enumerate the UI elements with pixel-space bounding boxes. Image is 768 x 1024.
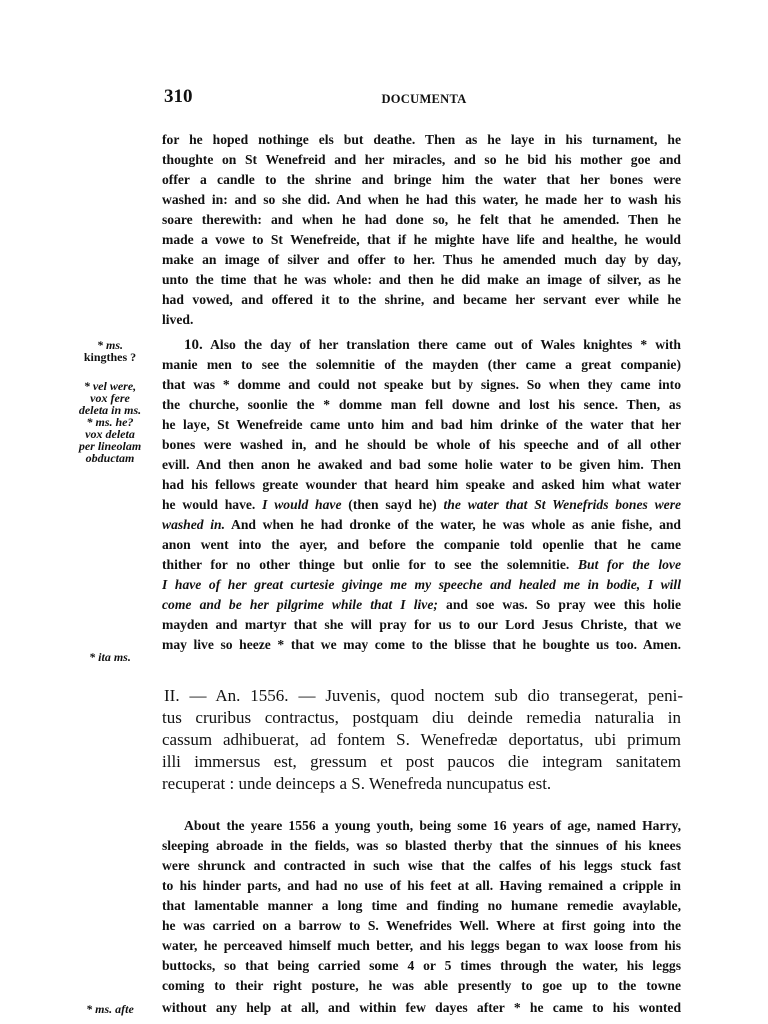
text-span: (then sayd he)	[341, 497, 444, 512]
summary-line: recuperat : unde deinceps a S. Wenefreda nuncupatus est.	[162, 774, 552, 793]
text-line: mayden and martyr that she will pray for us to our Lord Jesus Christe, that we	[162, 617, 681, 632]
text-line: that was * domme and could not speake but by signes. So when they came into	[162, 377, 681, 392]
text-span: and soe was. So pray wee this holie	[437, 597, 681, 612]
margin-note	[68, 1003, 152, 1015]
text-line: About the yeare 1556 a young youth, being some 16 years of age, named Harry,	[184, 818, 681, 833]
summary-line: cassum adhibuerat, ad fontem S. Wenefredæ deportatus, ubi primum	[162, 730, 681, 749]
note-text: * ms. he?	[86, 415, 134, 429]
text-line	[162, 515, 681, 535]
italic-span: washed in.	[162, 517, 226, 532]
summary-line: II. — An. 1556. — Juvenis, quod noctem sub dio transegerat, peni-	[164, 686, 683, 705]
margin-note	[68, 651, 152, 663]
note-text: kingthes ?	[83, 350, 137, 364]
italic-span: the water that St Wenefrids bones were	[443, 497, 681, 512]
text-line	[162, 495, 681, 515]
text-span: Also the day of her translation there came out of Wales knightes * with	[210, 337, 681, 352]
text-line	[162, 555, 681, 575]
note-text: * ms.	[96, 338, 123, 352]
text-line: the churche, soonlie the * domme man fell downe and lost his sence. Then, as	[162, 397, 681, 412]
text-line: anon went into the ayer, and before the companie told openlie that he came	[162, 537, 681, 552]
text-span: he would have.	[162, 497, 263, 512]
page-header	[164, 86, 684, 116]
running-title: DOCUMENTA	[381, 92, 467, 106]
margin-note	[68, 380, 152, 464]
text-line: bones were washed in, and he should be whole of his speeche and of all other	[162, 437, 681, 452]
note-text: * ms. afte	[86, 1002, 134, 1016]
text-line: soare therewith: and when he had done so, he felt that he amended. Then he	[162, 212, 681, 227]
paragraph-10-first-line	[184, 335, 681, 355]
note-text: * vel were,	[83, 379, 137, 393]
note-text: vox deleta	[85, 427, 135, 441]
note-text: vox fere	[90, 391, 130, 405]
text-line: make an image of silver and offer to her. Thus he amended much day by day,	[162, 252, 681, 267]
text-span: thither for no other thinge but onlie for to see the solemnitie.	[162, 557, 578, 572]
text-line	[162, 595, 681, 615]
text-line: that lamentable manner a long time and finding no humane remedie avaylable,	[162, 898, 681, 913]
page-number: 310	[164, 86, 193, 107]
text-line	[162, 575, 681, 595]
italic-span: I would have	[262, 497, 342, 512]
text-line: buttocks, so that being carried some 4 or 5 times through the water, his leggs	[162, 958, 681, 973]
text-line: he was carried on a barrow to S. Wenefrides Well. Where at first going into the	[162, 918, 681, 933]
text-line: evill. And then anon he awaked and bad some holie water to be given him. Then	[162, 457, 681, 472]
text-line: he laye, St Wenefreide came unto him and bad him drinke of the water that her	[162, 417, 681, 432]
text-line: washed in: and so she did. And when he had this water, he made her to wash his	[162, 192, 681, 207]
text-line: lived.	[162, 312, 194, 327]
summary-line: illi immersus est, gressum et post paucos die integram sanitatem	[162, 752, 681, 771]
section-number: 10.	[184, 337, 203, 353]
text-line: manie men to see the solemnitie of the mayden (ther came a great companie)	[162, 357, 681, 372]
text-line: unto the time that he was whole: and then he did make an image of silver, as he	[162, 272, 681, 287]
note-text: deleta in ms.	[78, 403, 142, 417]
italic-span: But for the love	[577, 557, 681, 572]
text-line: coming to their right posture, he was able presently to goe up to the towne	[162, 978, 681, 993]
text-line: to his hinder parts, and had no use of his feet at all. Having remained a cripple in	[162, 878, 681, 893]
note-text: obductam	[85, 451, 135, 465]
text-line: had his fellows greate wounder that heard him speake and asked him what water	[162, 477, 681, 492]
text-line: had vowed, and offered it to the shrine, and became her servant ever while he	[162, 292, 681, 307]
text-line: for he hoped nothinge els but deathe. Then as he laye in his turnament, he	[162, 132, 681, 147]
text-line: without any help at all, and within few dayes after * he came to his wonted	[162, 1000, 681, 1015]
text-line: offer a candle to the shrine and bringe him the water that her bones were	[162, 172, 681, 187]
text-line: thoughte on St Wenefreid and her miracles, and so he bid his mother goe and	[162, 152, 681, 167]
text-line: water, he perceaved himself much better, and his leggs began to wax loose from his	[162, 938, 681, 953]
note-text: * ita ms.	[89, 650, 131, 664]
text-line: were shrunck and contracted in such wise that the calfes of his leggs stuck fast	[162, 858, 681, 873]
italic-span: I have of her great curtesie givinge me my speeche and healed me in bodie, I will	[162, 577, 681, 592]
margin-note	[68, 339, 152, 363]
italic-span: come and be her pilgrime while that I live;	[162, 597, 438, 612]
text-line: sleeping abroade in the fields, was so blasted therby that the sinnues of his knees	[162, 838, 681, 853]
text-line: may live so heeze * that we may come to the blisse that he boughte us too. Amen.	[162, 637, 681, 652]
summary-line: tus cruribus contractus, postquam diu deinde remedia naturalia in	[162, 708, 681, 727]
text-line: made a vowe to St Wenefreide, that if he mighte have life and healthe, he would	[162, 232, 681, 247]
note-text: per lineolam	[78, 439, 142, 453]
text-span: And when he had dronke of the water, he was whole as anie fishe, and	[225, 517, 681, 532]
